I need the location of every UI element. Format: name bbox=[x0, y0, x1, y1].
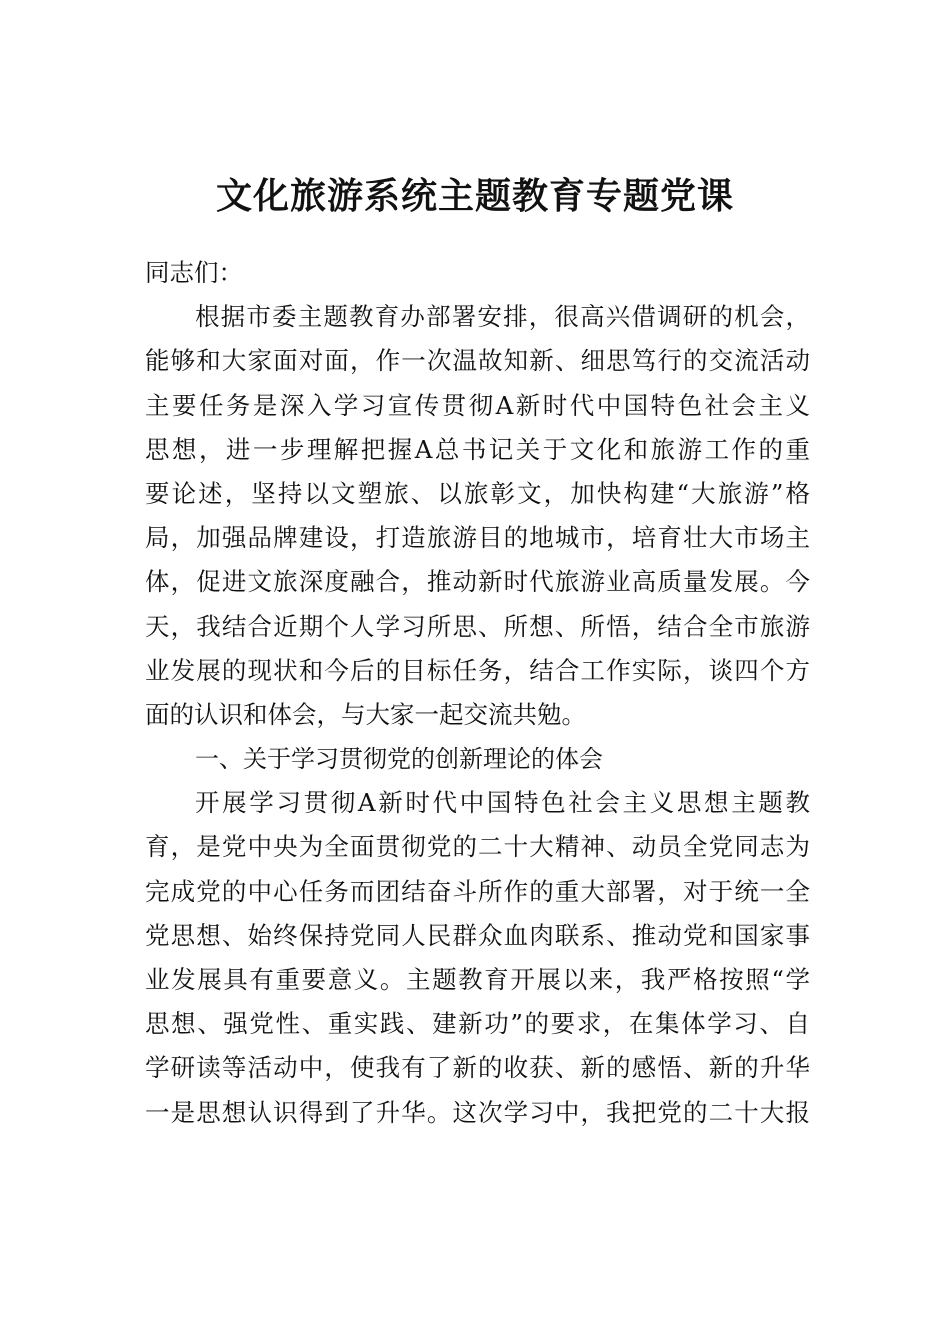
paragraph-line: 能够和大家面对面，作一次温故知新、细思笃行的交流活动 bbox=[145, 346, 810, 376]
paragraph-line: 完成党的中心任务而团结奋斗所作的重大部署，对于统一全 bbox=[145, 876, 810, 906]
paragraph-line: 要论述，坚持以文塑旅、以旅彰文，加快构建“大旅游”格 bbox=[145, 478, 810, 508]
paragraph-line: 思想、强党性、重实践、建新功”的要求，在集体学习、自 bbox=[145, 1009, 810, 1039]
paragraph-line: 根据市委主题教育办部署安排，很高兴借调研的机会， bbox=[195, 302, 810, 332]
paragraph-line: 面的认识和体会，与大家一起交流共勉。 bbox=[145, 699, 586, 729]
salutation: 同志们： bbox=[145, 258, 243, 287]
paragraph-line: 天，我结合近期个人学习所思、所想、所悟，结合全市旅游 bbox=[145, 611, 810, 641]
paragraph-line: 党思想、始终保持党同人民群众血肉联系、推动党和国家事 bbox=[145, 920, 810, 950]
document-body bbox=[145, 251, 810, 1135]
paragraph-line: 局，加强品牌建设，打造旅游目的地城市，培育壮大市场主 bbox=[145, 523, 810, 553]
paragraph-line: 业发展具有重要意义。主题教育开展以来，我严格按照“学 bbox=[145, 965, 810, 994]
section-heading: 一、关于学习贯彻党的创新理论的体会 bbox=[195, 745, 603, 774]
paragraph-line: 思想，进一步理解把握A总书记关于文化和旅游工作的重 bbox=[145, 434, 810, 464]
document-title: 文化旅游系统主题教育专题党课 bbox=[215, 175, 734, 217]
paragraph-line: 体，促进文旅深度融合，推动新时代旅游业高质量发展。今 bbox=[145, 567, 810, 597]
paragraph-line: 业发展的现状和今后的目标任务，结合工作实际，谈四个方 bbox=[145, 655, 810, 685]
paragraph-line: 开展学习贯彻A新时代中国特色社会主义思想主题教 bbox=[195, 788, 810, 818]
paragraph-line: 一是思想认识得到了升华。这次学习中，我把党的二十大报 bbox=[145, 1097, 810, 1127]
paragraph-line: 学研读等活动中，使我有了新的收获、新的感悟、新的升华 bbox=[145, 1053, 810, 1083]
paragraph-line: 育，是党中央为全面贯彻党的二十大精神、动员全党同志为 bbox=[145, 832, 810, 862]
paragraph-line: 主要任务是深入学习宣传贯彻A新时代中国特色社会主义 bbox=[145, 390, 810, 420]
